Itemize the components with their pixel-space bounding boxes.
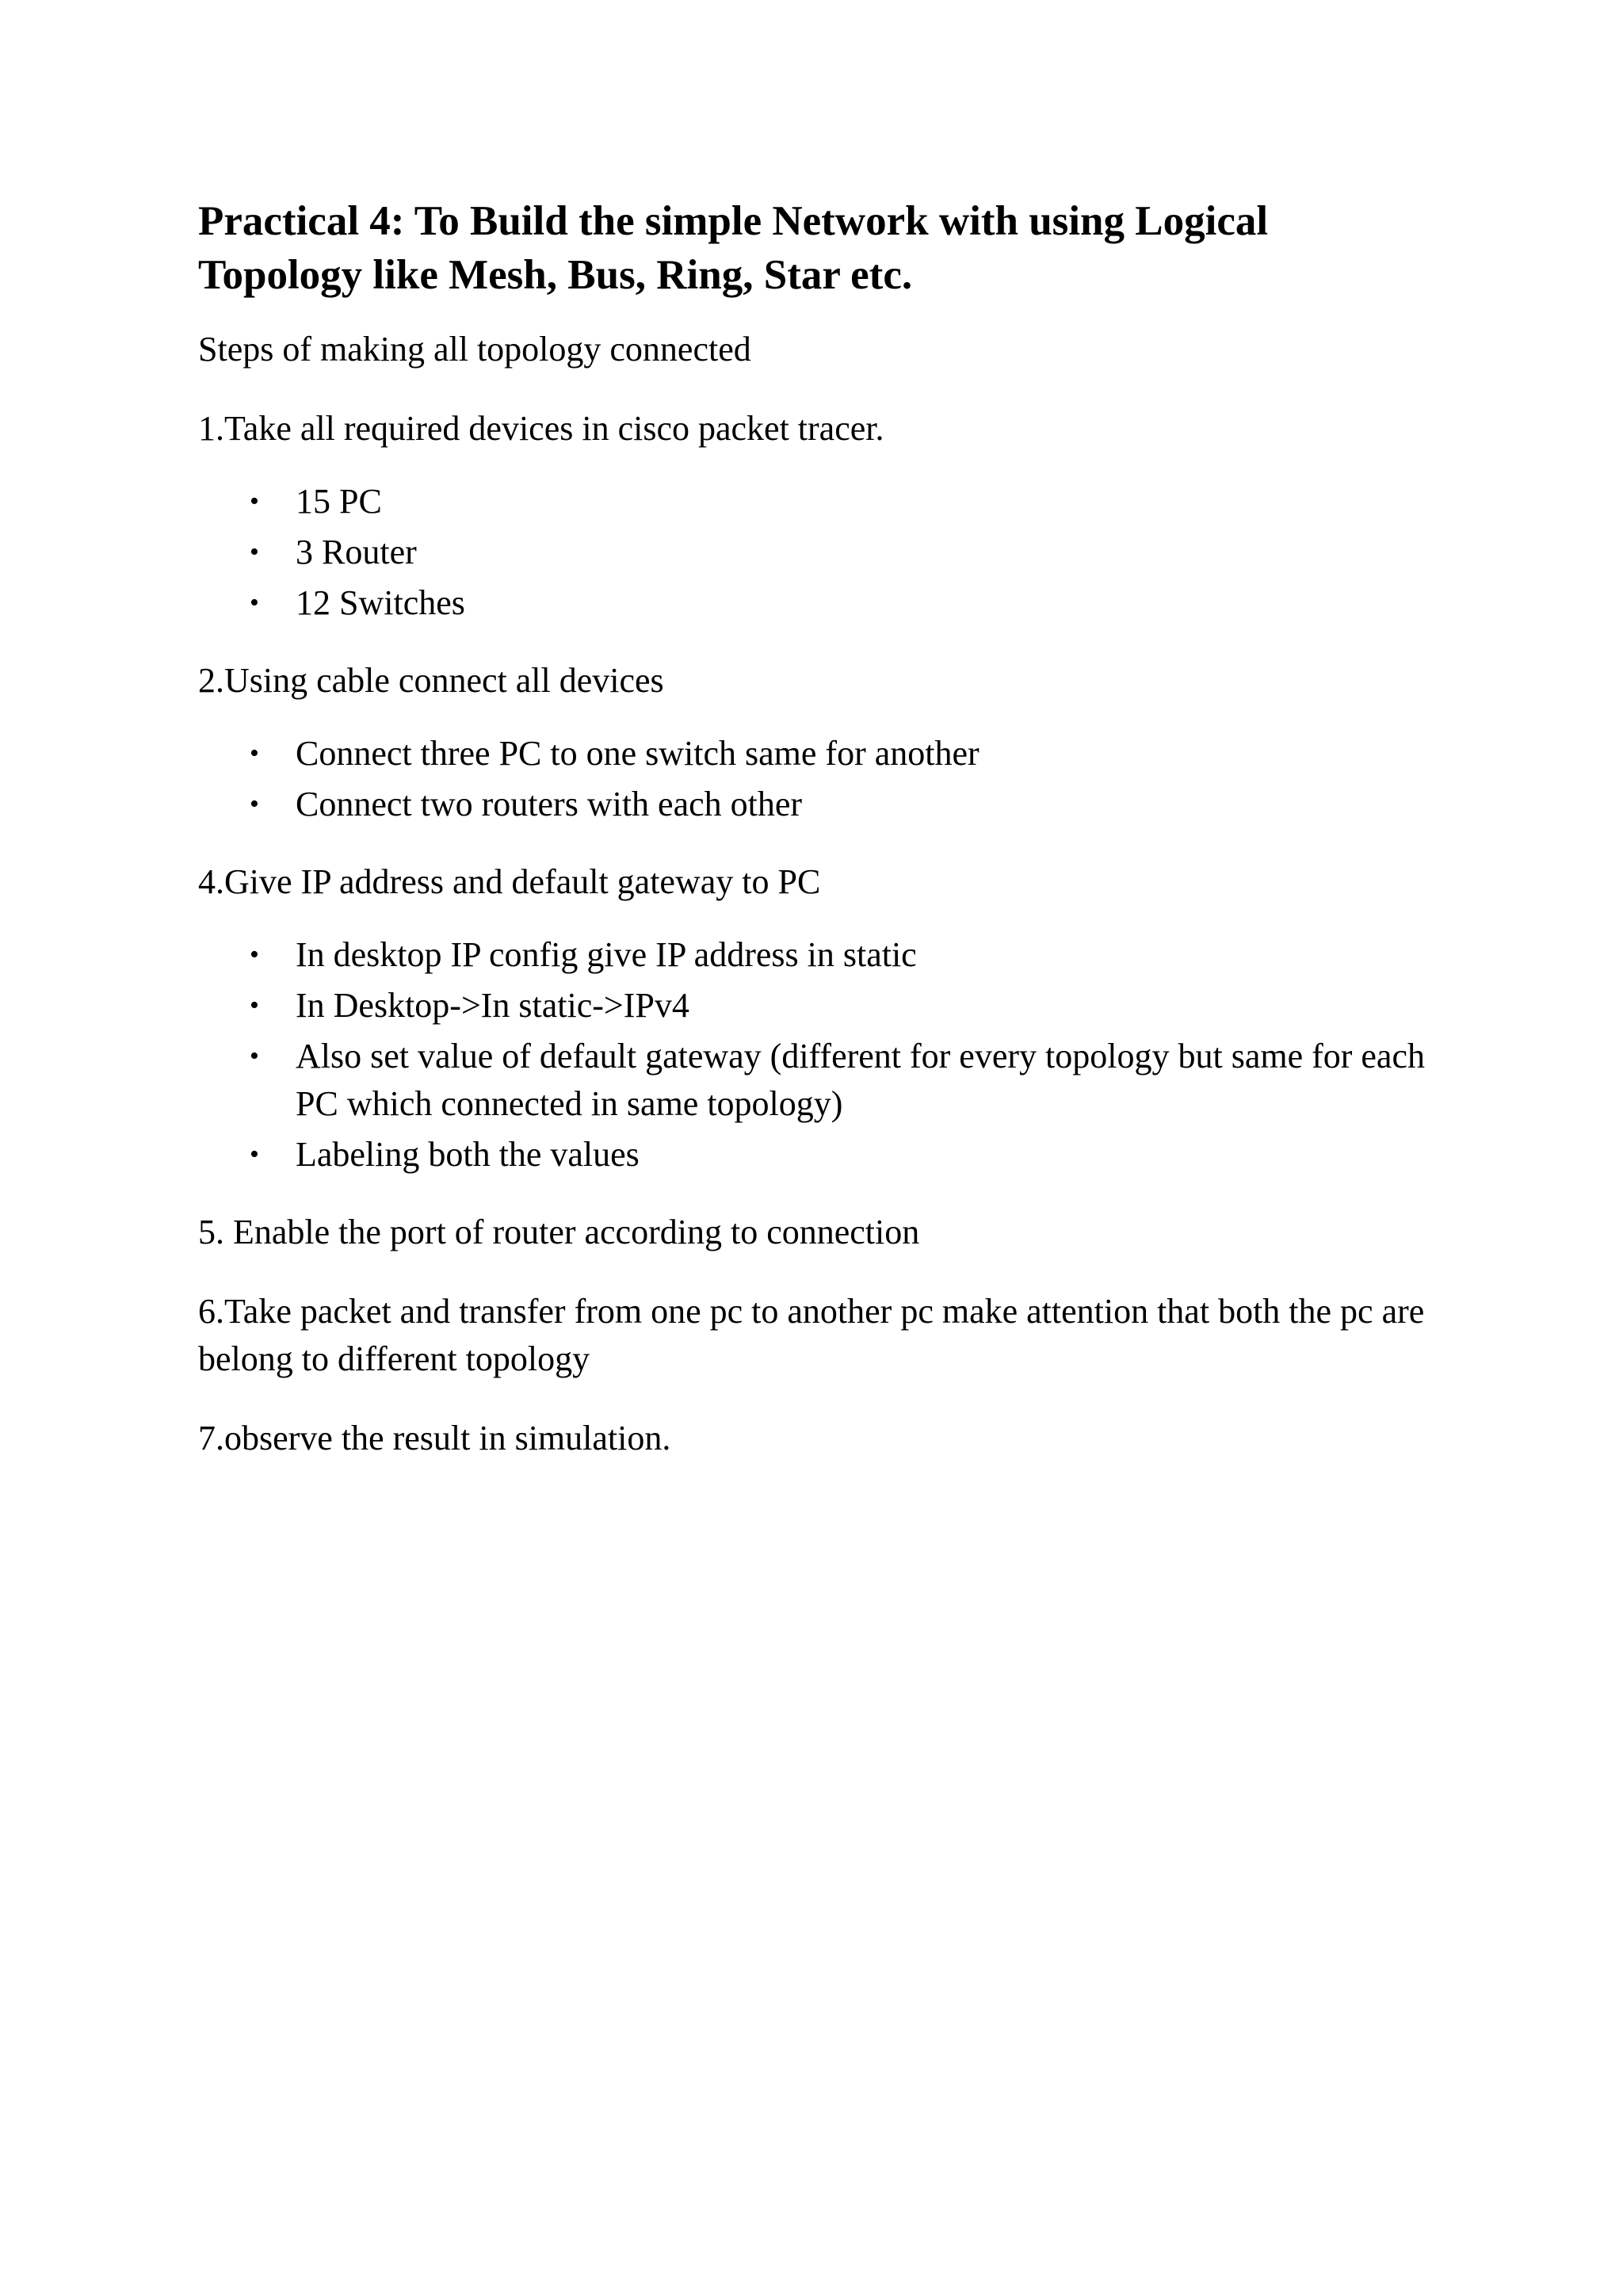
list-item: • 15 PC [296, 478, 1434, 525]
list-item: • 12 Switches [296, 579, 1434, 627]
step-5: 5. Enable the port of router according to connection [198, 1213, 920, 1251]
list-item: • Connect three PC to one switch same for another [296, 730, 1434, 777]
list-item: • In desktop IP config give IP address in static [296, 931, 1434, 979]
step-1-list [198, 478, 1434, 627]
document-page [198, 194, 1434, 1494]
step-6: 6.Take packet and transfer from one pc to another pc make attention that both the pc are belong to different topology [198, 1292, 1425, 1378]
step-4: 4.Give IP address and default gateway to PC [198, 862, 821, 901]
bullet-icon: • [250, 1041, 259, 1071]
list-item: • In Desktop->In static->IPv4 [296, 982, 1434, 1030]
bullet-icon: • [250, 588, 259, 617]
list-item: • 3 Router [296, 529, 1434, 576]
step-2: 2.Using cable connect all devices [198, 661, 664, 700]
step-1: 1.Take all required devices in cisco packet tracer. [198, 409, 884, 448]
list-item: • Connect two routers with each other [296, 781, 1434, 828]
bullet-icon: • [250, 537, 259, 567]
intro-text: Steps of making all topology connected [198, 330, 751, 369]
list-item: • Also set value of default gateway (different for every topology but same for each PC which connected in same topology) [296, 1033, 1434, 1128]
bullet-icon: • [250, 940, 259, 969]
bullet-icon: • [250, 739, 259, 768]
bullet-icon: • [250, 1140, 259, 1169]
step-2-list [198, 730, 1434, 828]
page-title: Practical 4: To Build the simple Network with using Logical Topology like Mesh, Bus, Ring, Star etc. [198, 198, 1269, 298]
bullet-icon: • [250, 991, 259, 1020]
bullet-icon: • [250, 487, 259, 516]
bullet-icon: • [250, 789, 259, 819]
step-4-list [198, 931, 1434, 1179]
step-7: 7.observe the result in simulation. [198, 1419, 671, 1457]
list-item: • Labeling both the values [296, 1131, 1434, 1179]
